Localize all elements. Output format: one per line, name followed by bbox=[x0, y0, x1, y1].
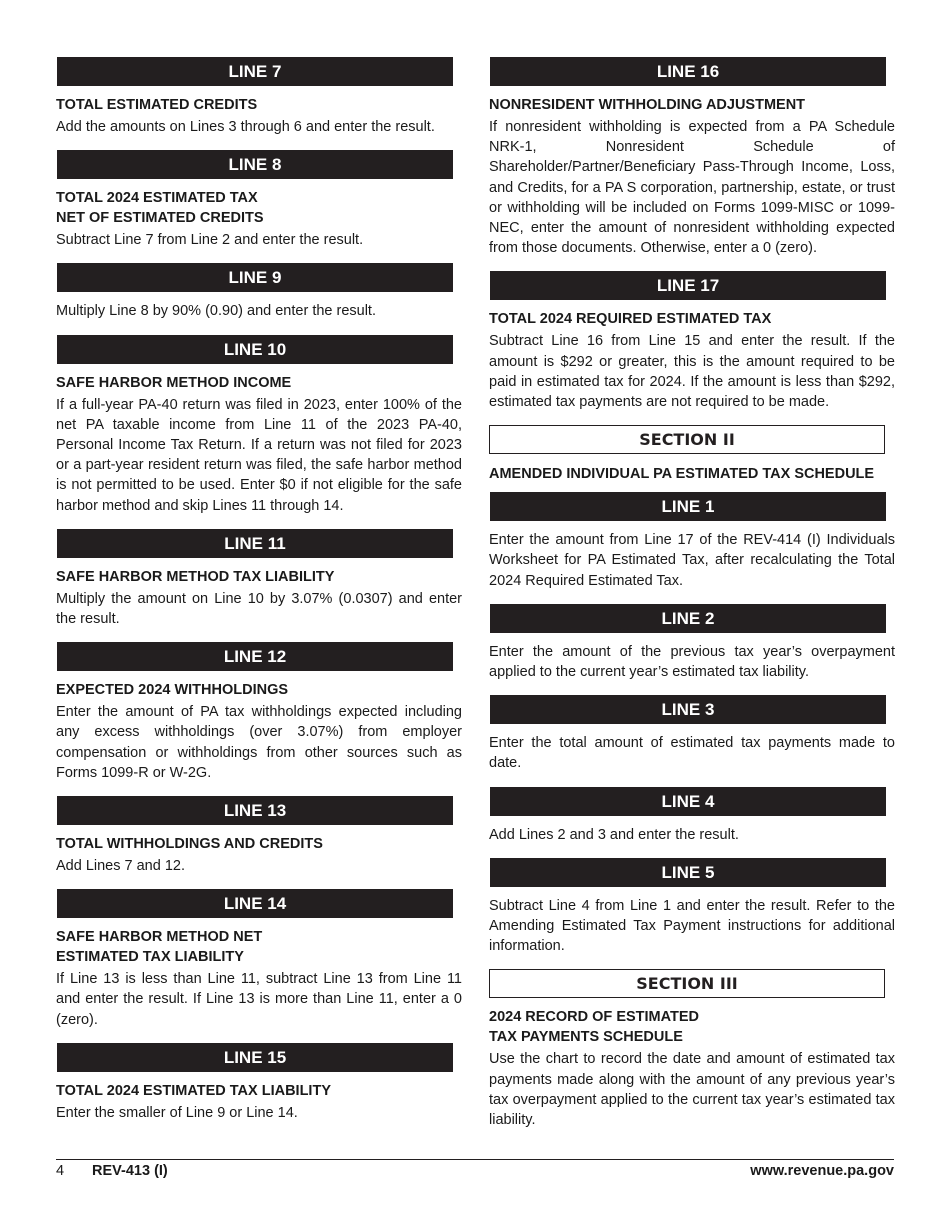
line-10-heading: SAFE HARBOR METHOD INCOME bbox=[56, 374, 292, 391]
line-14-text: If Line 13 is less than Line 11, subtract Line 13 from Line 11 and enter the result. If Line 13 is more than Line 11, enter a 0 (zero). bbox=[56, 971, 462, 1028]
line-13-heading: TOTAL WITHHOLDINGS AND CREDITS bbox=[56, 836, 323, 853]
line-15-text: Enter the smaller of Line 9 or Line 14. bbox=[56, 1104, 298, 1121]
line-10-header: LINE 10 bbox=[57, 335, 453, 364]
line-8-heading-2: NET OF ESTIMATED CREDITS bbox=[56, 210, 264, 227]
line-8-heading bbox=[56, 188, 462, 228]
line-12-header: LINE 12 bbox=[57, 642, 453, 671]
page-number: 4 bbox=[56, 1163, 65, 1179]
line-14-heading-1: SAFE HARBOR METHOD NET bbox=[56, 929, 263, 946]
line-13-text: Add Lines 7 and 12. bbox=[56, 858, 185, 875]
section-2-heading: AMENDED INDIVIDUAL PA ESTIMATED TAX SCHEDULE bbox=[489, 466, 875, 483]
section-2-line-2-header: LINE 2 bbox=[490, 604, 886, 633]
section-2-line-3-header: LINE 3 bbox=[490, 695, 886, 724]
section-3-heading-2: TAX PAYMENTS SCHEDULE bbox=[489, 1029, 683, 1046]
line-16-text: If nonresident withholding is expected from a PA Schedule NRK-1, Nonresident Schedule of Shareholder/Partner/Beneficiary Pass-Through Income, Loss, and Credits, for a PA S corporation, partnership, estate, or trust or withholding will be included on Forms 1099-MISC or 1099-NEC, enter the amount of nonresident withholding expected from those documents. Otherwise, enter a 0 (zero). bbox=[489, 119, 895, 257]
line-16-heading: NONRESIDENT WITHHOLDING ADJUSTMENT bbox=[489, 97, 806, 113]
section-2-line-2-text: Enter the amount of the previous tax year’s overpayment applied to the current year’s estimated tax liability. bbox=[489, 643, 895, 681]
section-2-line-1-text: Enter the amount from Line 17 of the REV-414 (I) Individuals Worksheet for PA Estimated Tax, after recalculating the Total 2024 Required Estimated Tax. bbox=[489, 532, 895, 589]
line-7-text: Add the amounts on Lines 3 through 6 and enter the result. bbox=[56, 119, 435, 135]
section-2-line-4-header: LINE 4 bbox=[490, 787, 886, 816]
section-3-heading-1: 2024 RECORD OF ESTIMATED bbox=[489, 1009, 700, 1026]
line-7-heading: TOTAL ESTIMATED CREDITS bbox=[56, 97, 258, 113]
section-2-line-4-text: Add Lines 2 and 3 and enter the result. bbox=[489, 826, 739, 843]
line-17-header: LINE 17 bbox=[490, 271, 886, 300]
section-3-text: Use the chart to record the date and amount of estimated tax payments made along with the amount of any previous year’s tax overpayment applied to the current tax year’s estimated tax liability. bbox=[489, 1051, 895, 1129]
form-id: REV-413 (I) bbox=[92, 1163, 168, 1179]
line-14-heading bbox=[56, 927, 462, 967]
section-2-line-3-text: Enter the total amount of estimated tax payments made to date. bbox=[489, 735, 895, 772]
line-14-header: LINE 14 bbox=[57, 889, 453, 918]
line-14-heading-2: ESTIMATED TAX LIABILITY bbox=[56, 949, 244, 966]
line-15-header: LINE 15 bbox=[57, 1043, 453, 1072]
line-16-header: LINE 16 bbox=[490, 57, 886, 86]
section-3-heading bbox=[489, 1007, 895, 1047]
line-10-text: If a full-year PA-40 return was filed in 2023, enter 100% of the net PA taxable income from Line 11 of the 2023 PA-40, Personal Income Tax Return. If a return was not filed for 2023 or a part-year resident return was filed, the safe harbor method is not permitted to be used. Enter $0 if not eligible for the safe harbor method and skip Lines 11 through 14. bbox=[56, 396, 462, 514]
section-2-line-1-header: LINE 1 bbox=[490, 492, 886, 521]
line-9-text: Multiply Line 8 by 90% (0.90) and enter the result. bbox=[56, 303, 376, 320]
line-8-text: Subtract Line 7 from Line 2 and enter the result. bbox=[56, 232, 364, 249]
footer-url: www.revenue.pa.gov bbox=[750, 1163, 894, 1179]
footer-divider bbox=[56, 1159, 894, 1160]
right-column bbox=[489, 57, 895, 1130]
line-17-heading: TOTAL 2024 REQUIRED ESTIMATED TAX bbox=[489, 311, 772, 328]
line-11-header: LINE 11 bbox=[57, 529, 453, 558]
line-12-heading: EXPECTED 2024 WITHHOLDINGS bbox=[56, 682, 289, 699]
left-column bbox=[56, 57, 462, 1123]
line-12-text: Enter the amount of PA tax withholdings expected including any excess withholdings (over 3.07%) from employer compensation or withholdings from other sources such as Forms 1099-R or W-2G. bbox=[56, 704, 462, 781]
line-11-heading: SAFE HARBOR METHOD TAX LIABILITY bbox=[56, 568, 335, 585]
line-17-text: Subtract Line 16 from Line 15 and enter the result. If the amount is $292 or greater, this is the amount required to be paid in estimated tax for 2024. If the amount is less than $292, estimated tax payments are not required to be made. bbox=[489, 333, 895, 411]
section-2-line-5-header: LINE 5 bbox=[490, 858, 886, 887]
line-15-heading: TOTAL 2024 ESTIMATED TAX LIABILITY bbox=[56, 1082, 331, 1099]
line-13-header: LINE 13 bbox=[57, 796, 453, 825]
line-11-text: Multiply the amount on Line 10 by 3.07% (0.0307) and enter the result. bbox=[56, 590, 462, 628]
line-8-header: LINE 8 bbox=[57, 150, 453, 179]
line-9-header: LINE 9 bbox=[57, 263, 453, 292]
section-2-header: SECTION II bbox=[489, 425, 885, 454]
line-7-header: LINE 7 bbox=[57, 57, 453, 86]
line-8-heading-1: TOTAL 2024 ESTIMATED TAX bbox=[56, 190, 258, 207]
section-2-line-5-text: Subtract Line 4 from Line 1 and enter the result. Refer to the Amending Estimated Tax Payment instructions for additional information. bbox=[489, 897, 895, 955]
section-3-header: SECTION III bbox=[489, 969, 885, 998]
